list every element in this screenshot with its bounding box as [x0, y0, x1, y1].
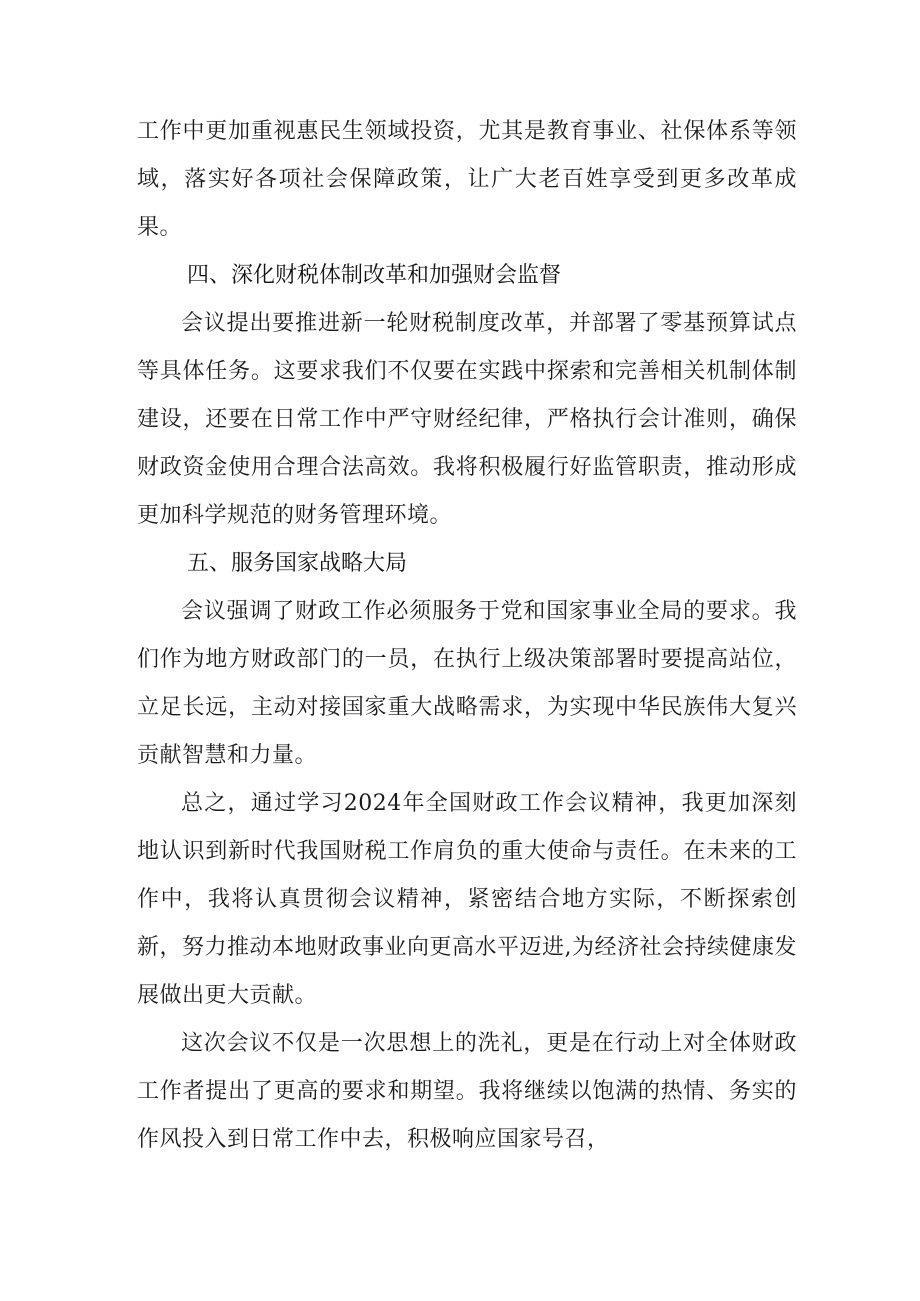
section-4-paragraph: 会议提出要推进新一轮财税制度改革，并部署了零基预算试点等具体任务。这要求我们不仅要在实践中探索和完善相关机制体制建设，还要在日常工作中严守财经纪律，严格执行会计准则，确保财政资金使用合理合法高效。我将积极履行好监管职责，推动形成更加科学规范的财务管理环境。 [137, 311, 797, 528]
section-5-paragraph: 会议强调了财政工作必须服务于党和国家事业全局的要求。我们作为地方财政部门的一员，在执行上级决策部署时要提高站位，立足长远，主动对接国家重大战略需求，为实现中华民族伟大复兴贡献智慧和力量。 [137, 599, 797, 768]
closing-paragraph: 这次会议不仅是一次思想上的洗礼，更是在行动上对全体财政工作者提出了更高的要求和期望。我将继续以饱满的热情、务实的作风投入到日常工作中去，积极响应国家号召， [137, 1031, 797, 1152]
document-body [137, 108, 797, 1164]
section-heading-4: 四、深化财税体制改革和加强财会监督 [187, 263, 562, 288]
summary-paragraph: 总之，通过学习2024年全国财政工作会议精神，我更加深刻地认识到新时代我国财税工作肩负的重大使命与责任。在未来的工作中，我将认真贯彻会议精神，紧密结合地方实际，不断探索创新，努力推动本地财政事业向更高水平迈进,为经济社会持续健康发展做出更大贡献。 [137, 791, 797, 1008]
intro-paragraph: 工作中更加重视惠民生领域投资，尤其是教育事业、社保体系等领域，落实好各项社会保障政策，让广大老百姓享受到更多改革成果。 [137, 119, 797, 240]
section-heading-5: 五、服务国家战略大局 [187, 551, 408, 576]
